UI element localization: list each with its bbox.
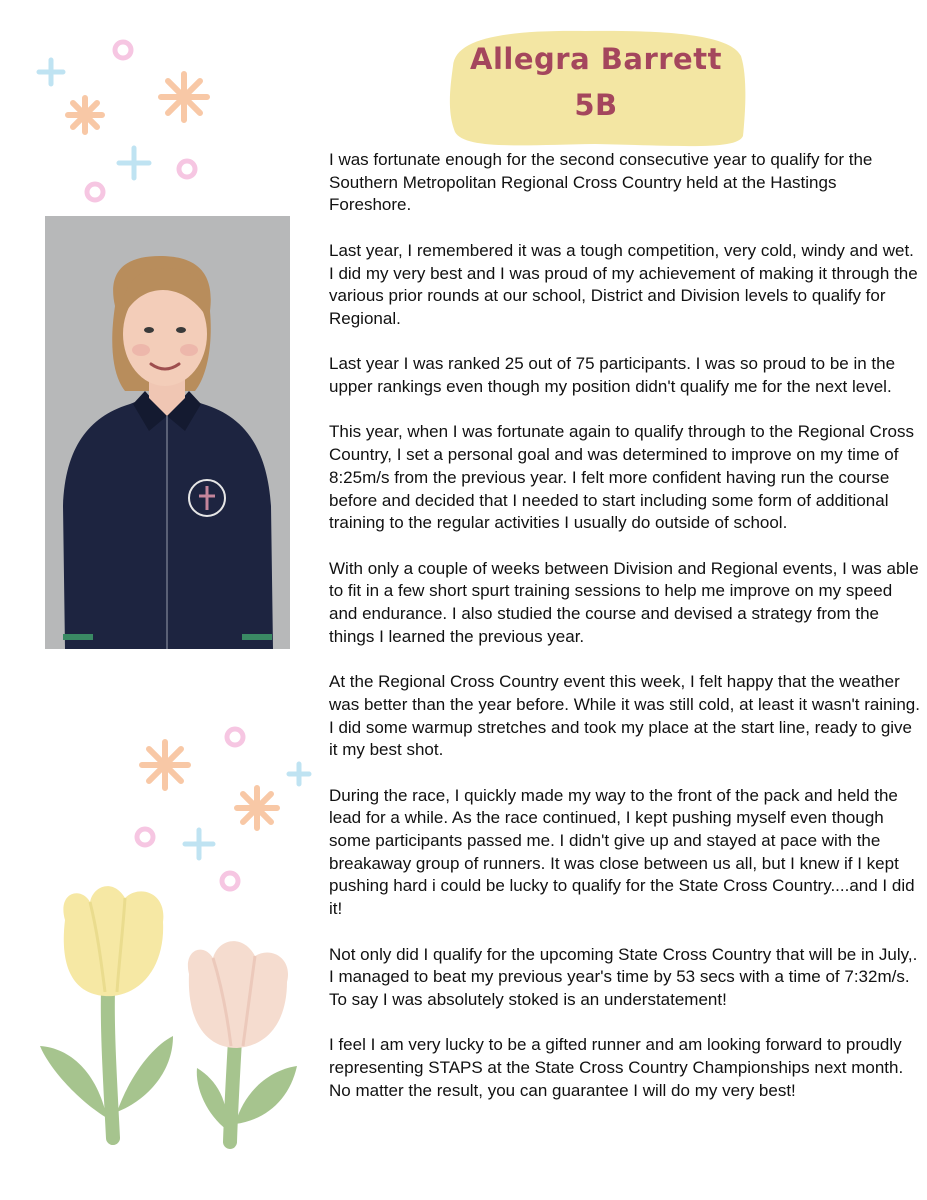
paragraph: With only a couple of weeks between Division and Regional events, I was able to fit in a few short spurt training sessions to help me improve on my speed and endurance. I also studied the course and devised a strategy from the things I learned the previous year. — [329, 558, 919, 646]
paragraph: During the race, I quickly made my way to the front of the pack and held the lead for a while. As the race continued, I kept pushing myself even though some participants passed me. I didn't give up and stayed at pace with the breakaway group of runners. It was close between us all, but I knew if I kept pushing hard i could be lucky to qualify for the State Cross Country....and I did it! — [329, 785, 915, 919]
student-class: 5B — [574, 88, 618, 122]
paragraph: Last year I was ranked 25 out of 75 participants. I was so proud to be in the upper rankings even though my position didn't qualify me for the next level. — [329, 354, 896, 396]
paragraph: This year, when I was fortunate again to qualify through to the Regional Cross Country, I set a personal goal and was determined to improve on my time of 8:25m/s from the previous year. I felt more confident having run the course before and decided that I needed to start including some form of additional training to the regular activities I usually do outside of school. — [329, 422, 914, 533]
paragraph: Not only did I qualify for the upcoming State Cross Country that will be in July,. I managed to beat my previous year's time by 53 secs with a time of 7:32m/s. To say I was absolutely stoked is an understatement! — [329, 944, 918, 1009]
student-photo — [45, 216, 290, 649]
student-name: Allegra Barrett — [470, 42, 722, 76]
paragraph: I was fortunate enough for the second consecutive year to qualify for the Southern Metropolitan Regional Cross Country held at the Hastings Foreshore. — [329, 150, 873, 215]
paragraph: I feel I am very lucky to be a gifted runner and am looking forward to proudly representing STAPS at the State Cross Country Championships next month. No matter the result, you can guarantee I will do my very best! — [329, 1035, 904, 1100]
tulip-illustration — [35, 880, 305, 1150]
article-body — [329, 149, 921, 1125]
paragraph: At the Regional Cross Country event this week, I felt happy that the weather was better than the year before. While it was still cold, at least it wasn't raining. I did some warmup stretches and took my place at the start line, ready to give it my best shot. — [329, 672, 920, 760]
paragraph: Last year, I remembered it was a tough competition, very cold, windy and wet. I did my very best and I was proud of my achievement of making it through the various prior rounds at our school, District and Division levels to qualify for Regional. — [329, 240, 918, 328]
decorative-sparkles-bottom — [125, 720, 325, 900]
decorative-sparkles-top — [30, 30, 230, 210]
